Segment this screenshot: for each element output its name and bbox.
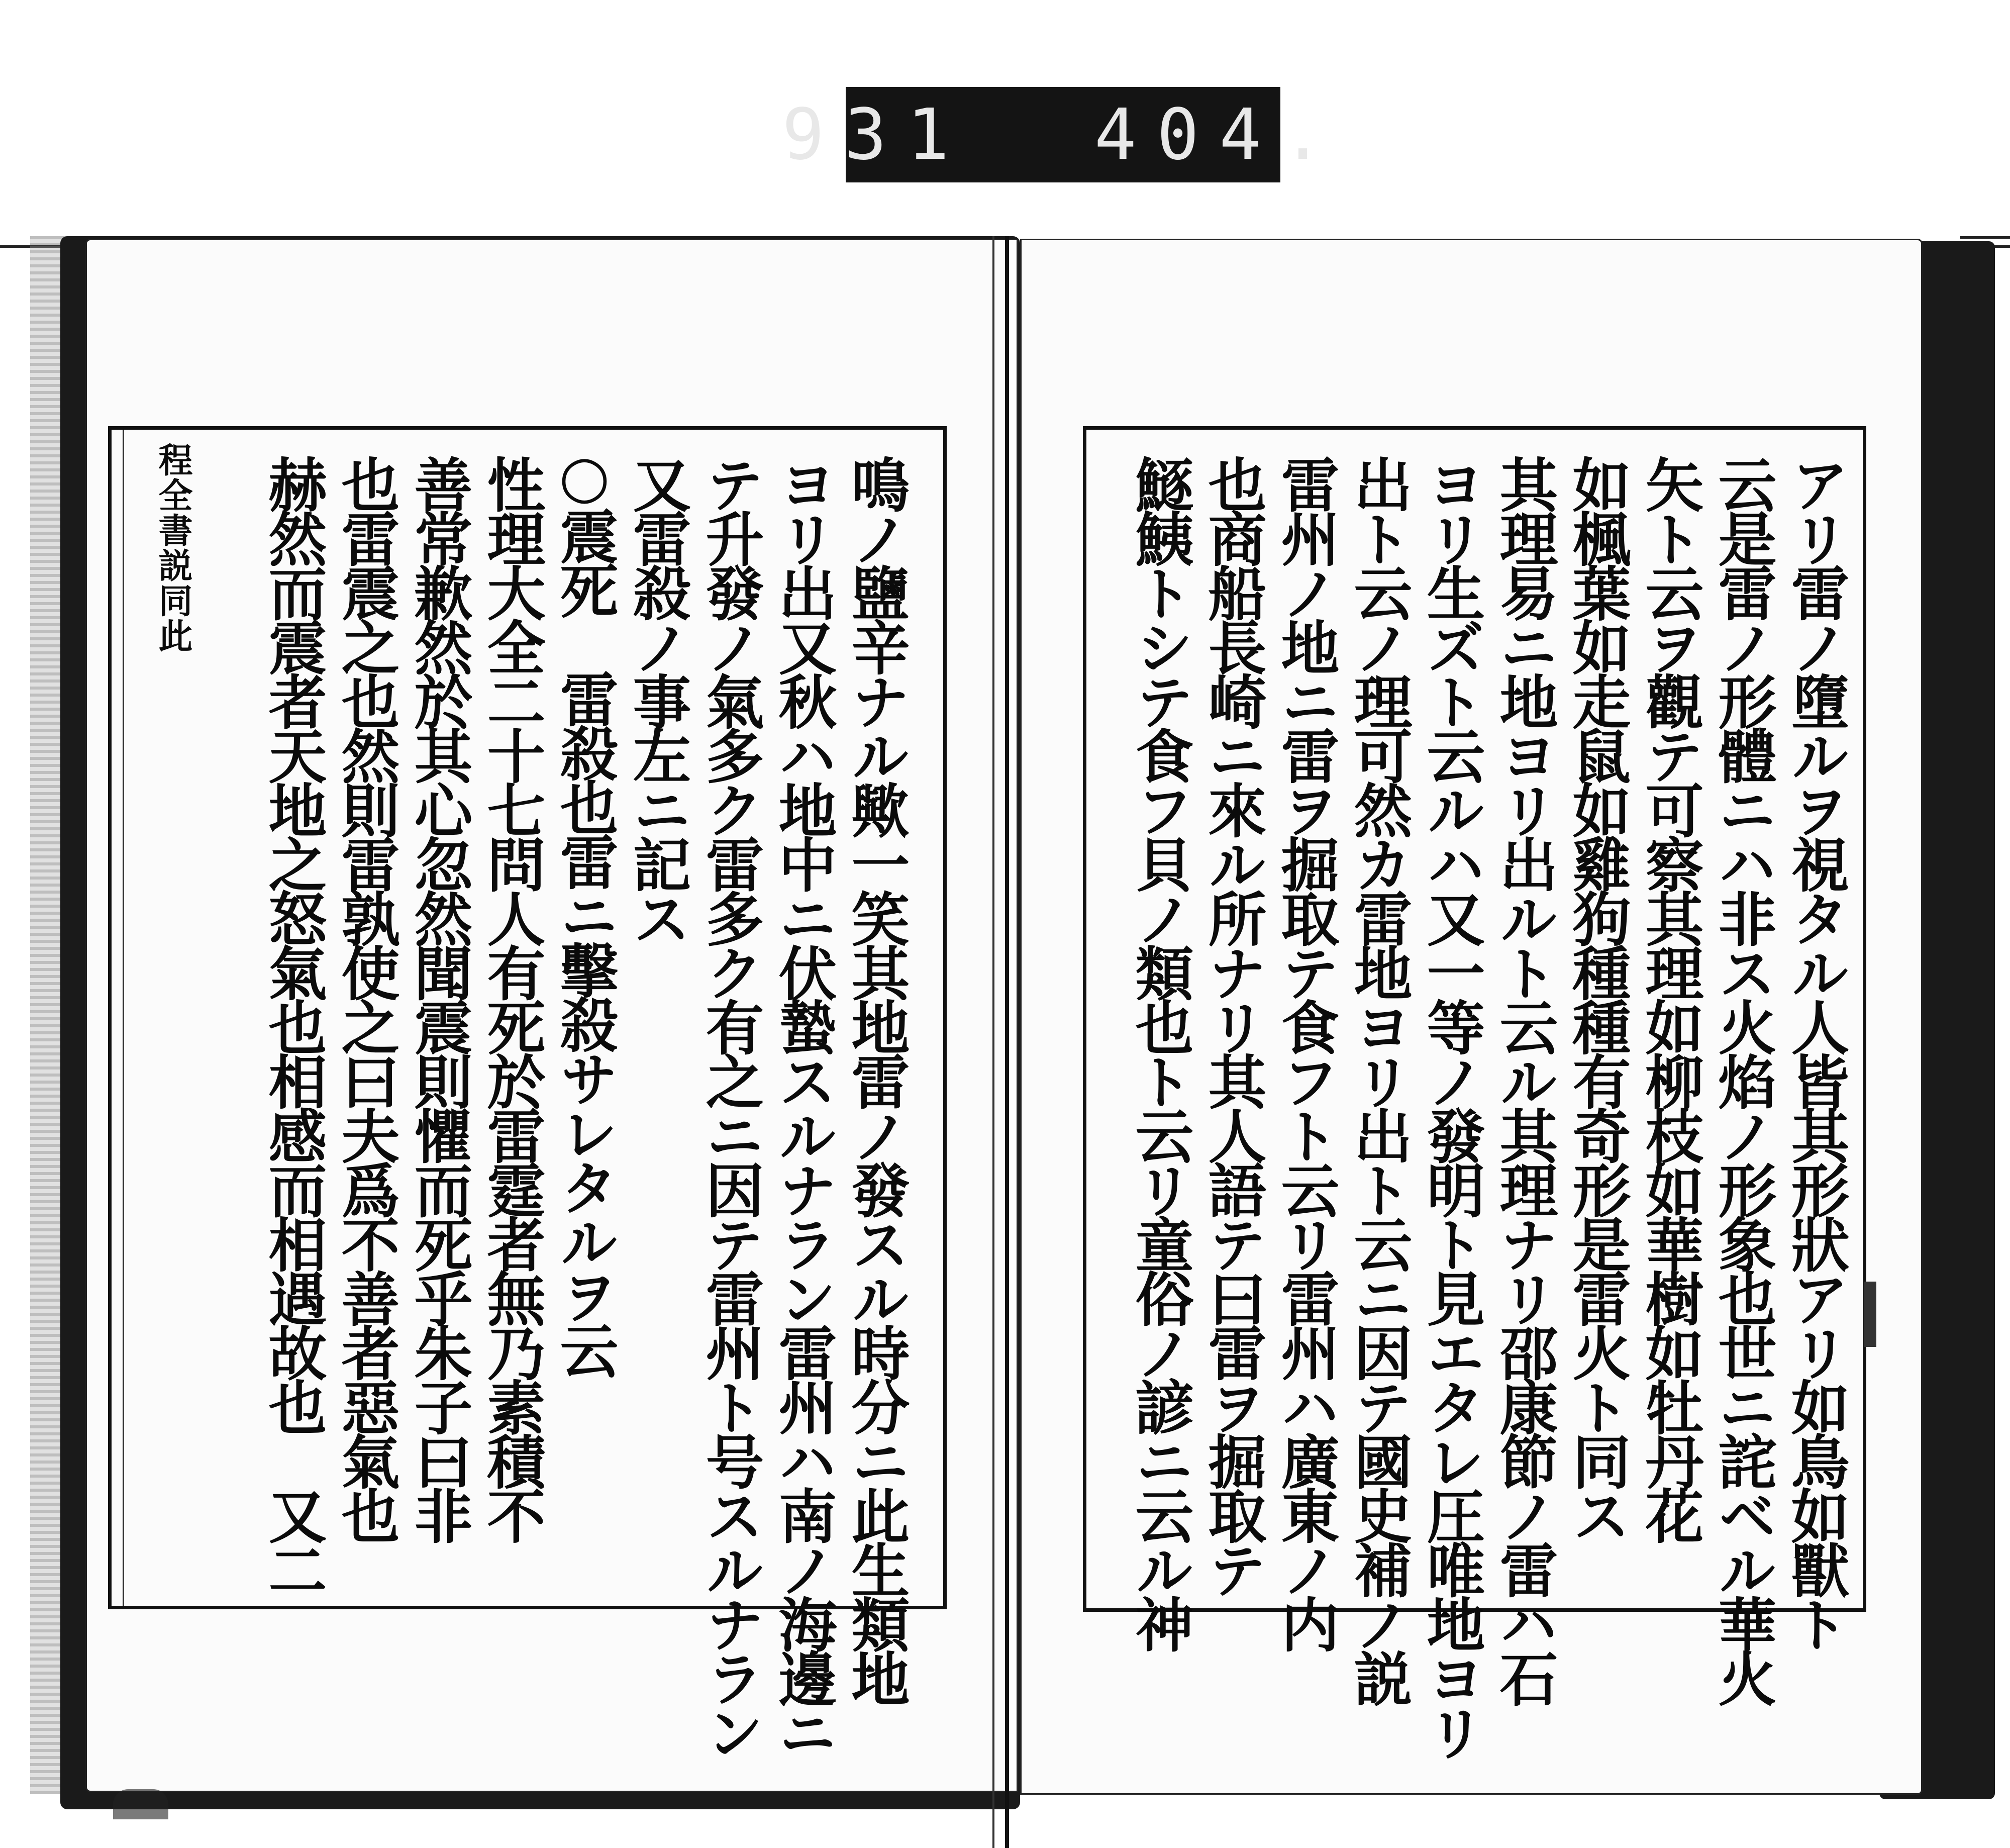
right-column-10: 鱁鮧トシテ食フ貝ノ類也ト云リ童俗ノ諺ニ云ル神 bbox=[1126, 455, 1194, 1649]
right-column-7: 出ト云ノ理可然カ雷地ヨリ出ト云ニ因テ國史補ノ説 bbox=[1344, 455, 1413, 1703]
left-column-8: 也雷震之也然則雷孰使之曰夫爲不善者惡氣也 bbox=[332, 455, 400, 1540]
left-column-6: 性理大全二十七問人有死於雷霆者無乃素積不 bbox=[477, 455, 546, 1540]
right-column-5: 其理易ニ地ヨリ出ルト云ル其理ナリ邵康節ノ雷ハ石 bbox=[1490, 455, 1558, 1703]
right-column-3: 矢ト云ヲ觀テ可察其理如柳枝如華樹如牡丹花 bbox=[1636, 455, 1704, 1540]
catalog-label bbox=[782, 87, 1344, 182]
book-gutter bbox=[1005, 236, 1009, 1848]
book-gutter-shadow bbox=[992, 236, 994, 1848]
left-column-5: ○震死 雷殺也雷ニ擊殺サレタルヲ云 bbox=[550, 442, 619, 1375]
left-column-2: ヨリ出又秋ハ地中ニ伏蟄スルナラン雷州ハ南ノ海邊ニ bbox=[769, 455, 837, 1758]
right-column-6: ヨリ生ズト云ルハ又一等ノ發明ト見エタレ圧唯地ヨリ bbox=[1417, 455, 1485, 1758]
right-column-4: 如楓葉如走鼠如雞狗種種有奇形是雷火ト同ス bbox=[1563, 455, 1631, 1540]
left-column-7: 善常歉然於其心忽然聞震則懼而死乎朱子曰非 bbox=[405, 455, 473, 1540]
left-column-4: 又雷殺ノ事左ニ記ス bbox=[623, 455, 691, 943]
right-column-1: アリ雷ノ墮ルヲ視タル人皆其形狀アリ如鳥如獸ト bbox=[1781, 455, 1850, 1649]
right-column-2: 云是雷ノ形體ニハ非ス火焰ノ形象也世ニ詫ベル華火 bbox=[1708, 455, 1777, 1703]
right-column-9: 也商船長崎ニ來ル所ナリ其人語テ曰雷ヲ掘取テ bbox=[1198, 455, 1267, 1595]
left-column-10: 程全書説同此 bbox=[153, 442, 193, 653]
left-column-1: 鳴ノ鹽辛ナル歟一笑其地雷ノ發スル時分ニ此生類地 bbox=[842, 455, 910, 1703]
scan-edge-line-right bbox=[1960, 236, 2010, 239]
catalog-number: 931 404. bbox=[782, 93, 1344, 176]
left-column-3: テ升發ノ氣多ク雷多ク有之ニ因テ雷州ト号スルナラン bbox=[696, 455, 764, 1758]
left-column-9: 赫然而震者天地之怒氣也相感而相遇故也 又二 bbox=[259, 455, 327, 1595]
thumb-shadow bbox=[113, 1789, 168, 1819]
page-edge-mark bbox=[1864, 1282, 1876, 1347]
right-column-8: 雷州ノ地ニ雷ヲ掘取テ食フト云リ雷州ハ廣東ノ内 bbox=[1271, 455, 1340, 1649]
